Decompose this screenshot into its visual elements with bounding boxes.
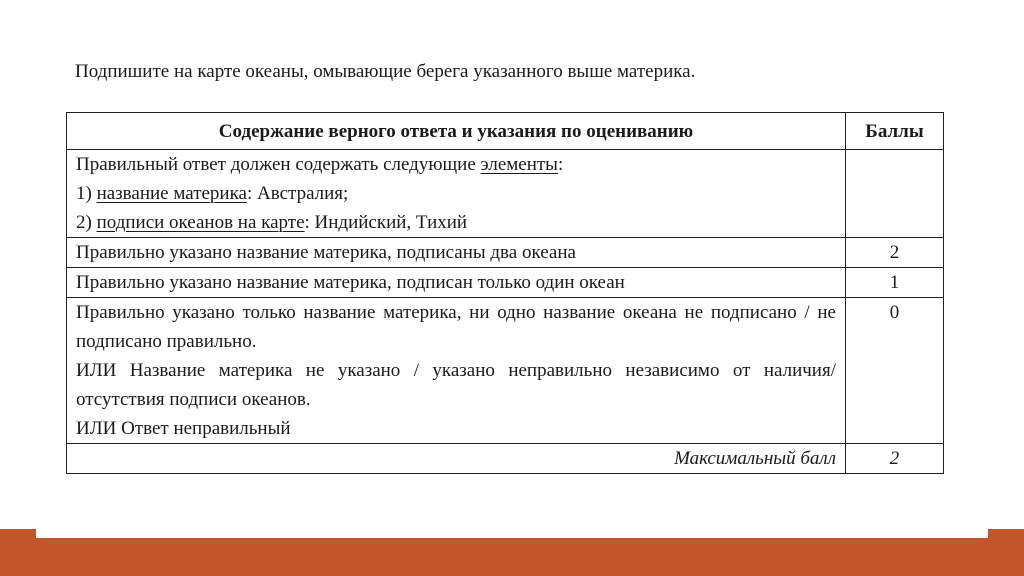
- underlined-ocean-labels: подписи океанов на карте: [96, 212, 305, 233]
- answer-points-cell: [846, 150, 944, 238]
- answer-line-2: 1) название материка: Австралия;: [76, 183, 349, 204]
- table-header-row: [67, 113, 944, 150]
- header-content: Содержание верного ответа и указания по оцениванию: [67, 113, 846, 150]
- grading-table: [66, 112, 944, 474]
- answer-row: [67, 150, 944, 238]
- table-row: [67, 268, 944, 298]
- answer-line-3: 2) подписи океанов на карте: Индийский, Тихий: [76, 212, 468, 233]
- task-instruction: Подпишите на карте океаны, омывающие берега указанного выше материка.: [75, 61, 696, 82]
- criterion-part-c: ИЛИ Ответ неправильный: [76, 418, 291, 439]
- max-score-row: [67, 444, 944, 474]
- criterion-part-b: ИЛИ Название материка не указано / указано неправильно независимо от наличия/отсутствия подписи океанов.: [76, 360, 836, 410]
- points-cell: 1: [846, 268, 944, 298]
- criterion-cell: [67, 298, 846, 444]
- header-points: Баллы: [846, 113, 944, 150]
- points-cell: 0: [846, 298, 944, 444]
- max-score-label: Максимальный балл: [67, 444, 846, 474]
- criterion-cell: Правильно указано название материка, подписаны два океана: [67, 238, 846, 268]
- underlined-elements: элементы: [480, 154, 558, 175]
- footer-accent-bar: [0, 538, 1024, 576]
- answer-cell: [67, 150, 846, 238]
- table-row: [67, 238, 944, 268]
- underlined-continent-name: название материка: [96, 183, 247, 204]
- table-row: [67, 298, 944, 444]
- answer-line-1: Правильный ответ должен содержать следующие элементы:: [76, 154, 564, 175]
- criterion-part-a: Правильно указано только название материка, ни одно название океана не подписано / не подписано правильно.: [76, 302, 836, 352]
- criterion-cell: Правильно указано название материка, подписан только один океан: [67, 268, 846, 298]
- points-cell: 2: [846, 238, 944, 268]
- max-score-value: 2: [846, 444, 944, 474]
